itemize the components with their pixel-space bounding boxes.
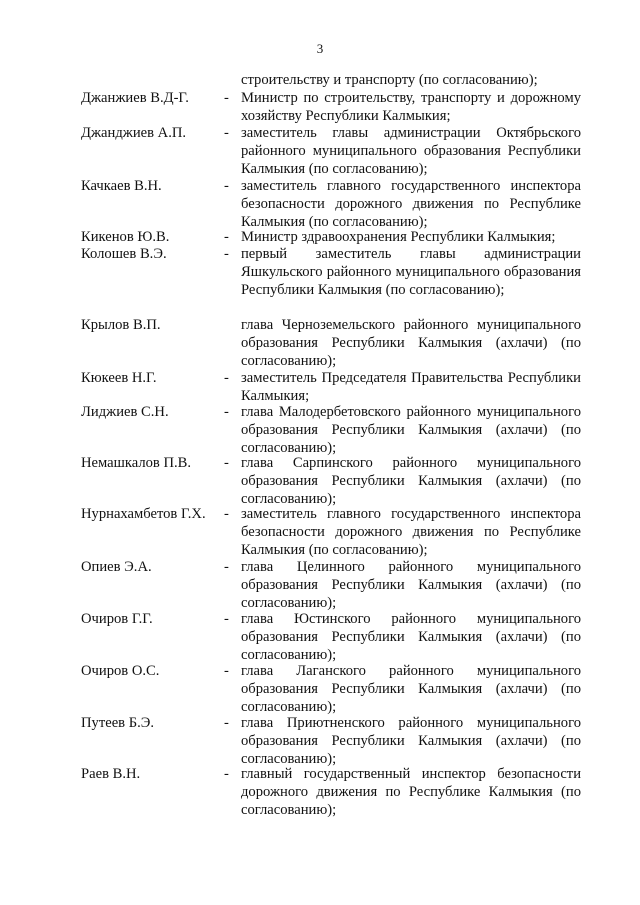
member-dash: - xyxy=(224,404,229,420)
member-name: Джанжиев В.Д-Г. xyxy=(81,90,189,106)
member-dash: - xyxy=(224,766,229,782)
member-name: Крылов В.П. xyxy=(81,317,161,333)
member-name: Немашкалов П.В. xyxy=(81,455,192,471)
member-position: Министр по строительству, транспорту и дорожному хозяйству Республики Калмыкия; xyxy=(241,90,581,124)
member-position: заместитель главного государственного инспектора безопасности дорожного движения по Республике Калмыкия (по согласованию); xyxy=(241,506,581,558)
member-position: заместитель главы администрации Октябрьского районного муниципального образования Республики Калмыкия (по согласованию); xyxy=(241,125,581,177)
member-position: глава Малодербетовского районного муниципального образования Республики Калмыкия (ахлачи) (по согласованию); xyxy=(241,404,581,456)
member-name: Раев В.Н. xyxy=(81,766,141,782)
member-dash: - xyxy=(224,125,229,141)
member-dash: - xyxy=(224,178,229,194)
member-position: Министр здравоохранения Республики Калмыкия; xyxy=(241,229,556,245)
member-name: Очиров Г.Г. xyxy=(81,611,153,627)
member-dash: - xyxy=(224,715,229,731)
member-name: Нурнахамбетов Г.Х. xyxy=(81,506,206,522)
member-dash: - xyxy=(224,229,229,245)
member-position: главный государственный инспектор безопасности дорожного движения по Республике Калмыкия (по согласованию); xyxy=(241,766,581,818)
member-dash: - xyxy=(224,611,229,627)
member-name: Колошев В.Э. xyxy=(81,246,167,262)
continuation-text: строительству и транспорту (по согласованию); xyxy=(241,72,538,88)
member-position: глава Сарпинского районного муниципального образования Республики Калмыкия (ахлачи) (по согласованию); xyxy=(241,455,581,507)
member-name: Лиджиев С.Н. xyxy=(81,404,169,420)
member-dash: - xyxy=(224,90,229,106)
member-position: заместитель главного государственного инспектора безопасности дорожного движения по Республике Калмыкия (по согласованию); xyxy=(241,178,581,230)
member-position: заместитель Председателя Правительства Республики Калмыкия; xyxy=(241,370,581,404)
member-position: глава Юстинского районного муниципального образования Республики Калмыкия (ахлачи) (по согласованию); xyxy=(241,611,581,663)
member-dash: - xyxy=(224,370,229,386)
member-position: первый заместитель главы администрации Яшкульского районного муниципального образования Республики Калмыкия (по согласованию); xyxy=(241,246,581,298)
member-dash: - xyxy=(224,506,229,522)
member-name: Кюкеев Н.Г. xyxy=(81,370,157,386)
member-name: Джанджиев А.П. xyxy=(81,125,187,141)
member-dash: - xyxy=(224,663,229,679)
member-position: глава Черноземельского районного муниципального образования Республики Калмыкия (ахлачи) (по согласованию); xyxy=(241,317,581,369)
member-dash: - xyxy=(224,246,229,262)
member-name: Путеев Б.Э. xyxy=(81,715,155,731)
member-dash: - xyxy=(224,455,229,471)
member-position: глава Лаганского районного муниципального образования Республики Калмыкия (ахлачи) (по согласованию); xyxy=(241,663,581,715)
page-number: 3 xyxy=(316,41,324,56)
member-position: глава Целинного районного муниципального образования Республики Калмыкия (ахлачи) (по согласованию); xyxy=(241,559,581,611)
member-dash: - xyxy=(224,559,229,575)
member-name: Качкаев В.Н. xyxy=(81,178,162,194)
member-name: Кикенов Ю.В. xyxy=(81,229,170,245)
member-name: Опиев Э.А. xyxy=(81,559,152,575)
member-position: глава Приютненского районного муниципального образования Республики Калмыкия (ахлачи) (по согласованию); xyxy=(241,715,581,767)
member-name: Очиров О.С. xyxy=(81,663,160,679)
